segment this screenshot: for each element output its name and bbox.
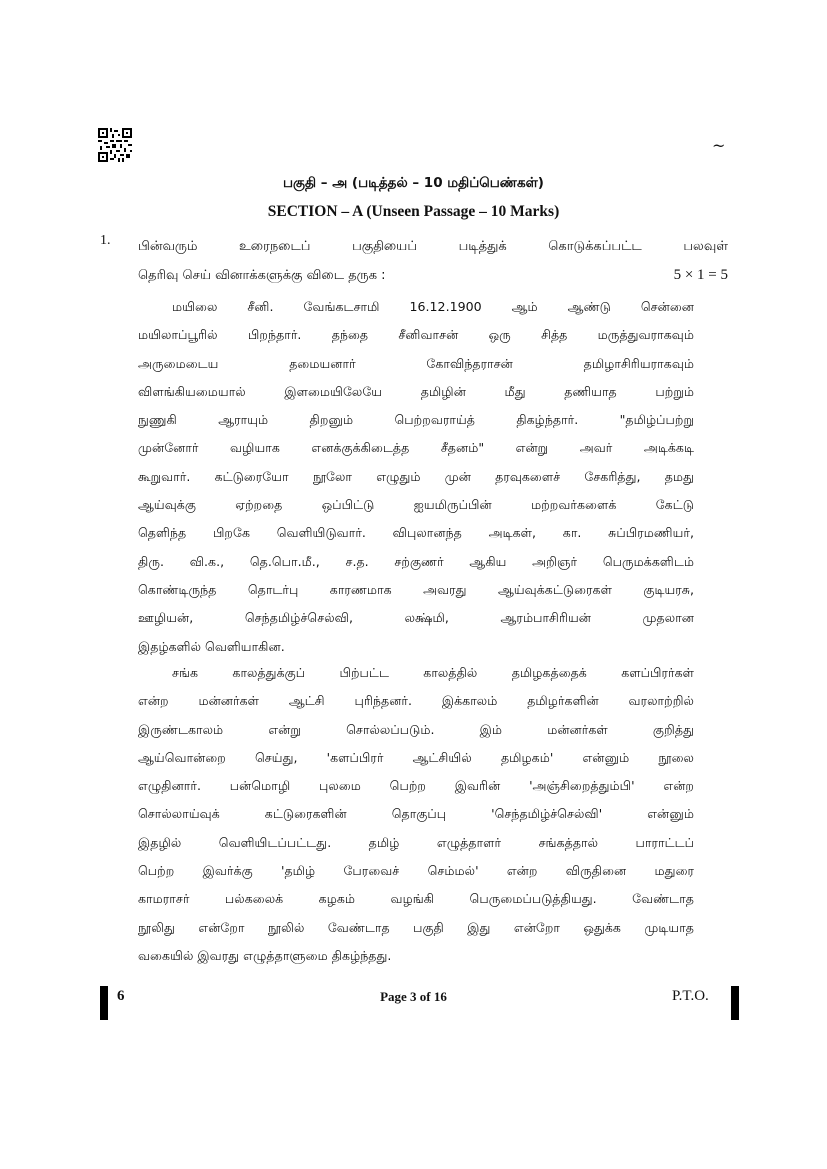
pto-label: P.T.O. [672, 988, 709, 1004]
question-number: 1. [100, 233, 111, 248]
passage-line: இதழ்களில் வெளியாகின. [138, 638, 285, 654]
set-number: 6 [117, 988, 125, 1004]
passage-line: சொல்லாய்வுக் கட்டுரைகளின் தொகுப்பு 'செந்தமிழ்ச்செல்வி' என்னும் [138, 806, 694, 822]
instruction-line-2-text: தெரிவு செய் வினாக்களுக்கு விடை தருக : [138, 268, 386, 283]
passage-line: காமராசர் பல்கலைக் கழகம் வழங்கி பெருமைப்படுத்தியது. வேண்டாத [138, 891, 694, 907]
section-title-english: SECTION – A (Unseen Passage – 10 Marks) [267, 203, 560, 220]
passage-line: சங்க காலத்துக்குப் பிற்பட்ட காலத்தில் தமிழகத்தைக் களப்பிரர்கள் [172, 665, 694, 680]
marks-label: 5 × 1 = 5 [673, 267, 728, 283]
passage-line: ஆய்வொன்றை செய்து, 'களப்பிரர் ஆட்சியில் தமிழகம்' என்னும் நூலை [138, 749, 694, 765]
passage [138, 293, 694, 661]
passage-line: மயிலாப்பூரில் பிறந்தார். தந்தை சீனிவாசன் ஒரு சித்த மருத்துவராகவும் [138, 327, 694, 343]
qr-code-icon [98, 128, 132, 162]
passage-line: ஊழியன், செந்தமிழ்ச்செல்வி, லக்ஷ்மி, ஆரம்பாசிரியன் முதலான [138, 610, 694, 626]
passage-line: வகையில் இவரது எழுத்தாளுமை திகழ்ந்தது. [138, 947, 392, 963]
passage-line: இதழில் வெளியிடப்பட்டது. தமிழ் எழுத்தாளர் சங்கத்தால் பாராட்டப் [138, 834, 694, 850]
passage-line: என்ற மன்னர்கள் ஆட்சி புரிந்தனர். இக்காலம் தமிழர்களின் வரலாற்றில் [138, 693, 694, 709]
footer-right-bar [731, 986, 739, 1020]
passage-paragraph-2 [138, 659, 694, 970]
passage-line: கூறுவார். கட்டுரையோ நூலோ எழுதும் முன் தரவுகளைச் சேகரித்து, தமது [138, 468, 694, 484]
passage-line: முன்னோர் வழியாக எனக்குக்கிடைத்த சீதனம்" என்று அவர் அடிக்கடி [138, 440, 694, 456]
passage-line: ஆய்வுக்கு ஏற்றதை ஒப்பிட்டு ஐயமிருப்பின் மற்றவர்களைக் கேட்டு [138, 497, 694, 513]
passage-line: அருமைடைய தமையனார் கோவிந்தராசன் தமிழாசிரியராகவும் [138, 355, 694, 371]
passage-line: மயிலை சீனி. வேங்கடசாமி 16.12.1900 ஆம் ஆண்டு சென்னை [172, 299, 694, 314]
passage-line: இருண்டகாலம் என்று சொல்லப்படும். இம் மன்னர்கள் குறித்து [138, 721, 694, 737]
section-title-tamil: பகுதி – அ (படித்தல் – 10 மதிப்பெண்கள்) [283, 175, 544, 191]
page-number: Page 3 of 16 [380, 989, 447, 1004]
passage-2 [138, 659, 694, 970]
question-instruction [138, 232, 728, 290]
instruction-line-1: பின்வரும் உரைநடைப் பகுதியைப் படித்துக் கொடுக்கப்பட்ட பலவுள் [138, 239, 728, 254]
instruction-line-2 [138, 261, 728, 290]
passage-line: நூலிது என்றோ நூலில் வேண்டாத பகுதி இது என்றோ ஒதுக்க முடியாத [138, 919, 694, 935]
passage-line: எழுதினார். பன்மொழி புலமை பெற்ற இவரின் 'அஞ்சிறைத்தும்பி' என்ற [138, 778, 694, 794]
passage-line: தெளிந்த பிறகே வெளியிடுவார். விபுலானந்த அடிகள், கா. சுப்பிரமணியர், [138, 525, 694, 541]
passage-line: திரு. வி.க., தெ.பொ.மீ., ச.த. சற்குணர் ஆகிய அறிஞர் பெருமக்களிடம் [138, 553, 694, 569]
passage-line: விளங்கியமையால் இளமையிலேயே தமிழின் மீது தணியாத பற்றும் [138, 383, 694, 399]
passage-paragraph-1 [138, 293, 694, 661]
passage-line: கொண்டிருந்த தொடர்பு காரணமாக அவரது ஆய்வுக்கட்டுரைகள் குடியரசு, [138, 581, 694, 597]
tilde-mark: ~ [712, 136, 726, 155]
passage-line: நுணுகி ஆராயும் திறனும் பெற்றவராய்த் திகழ்ந்தார். "தமிழ்ப்பற்று [138, 412, 694, 428]
passage-line: பெற்ற இவர்க்கு 'தமிழ் பேரவைச் செம்மல்' என்ற விருதினை மதுரை [138, 863, 694, 879]
